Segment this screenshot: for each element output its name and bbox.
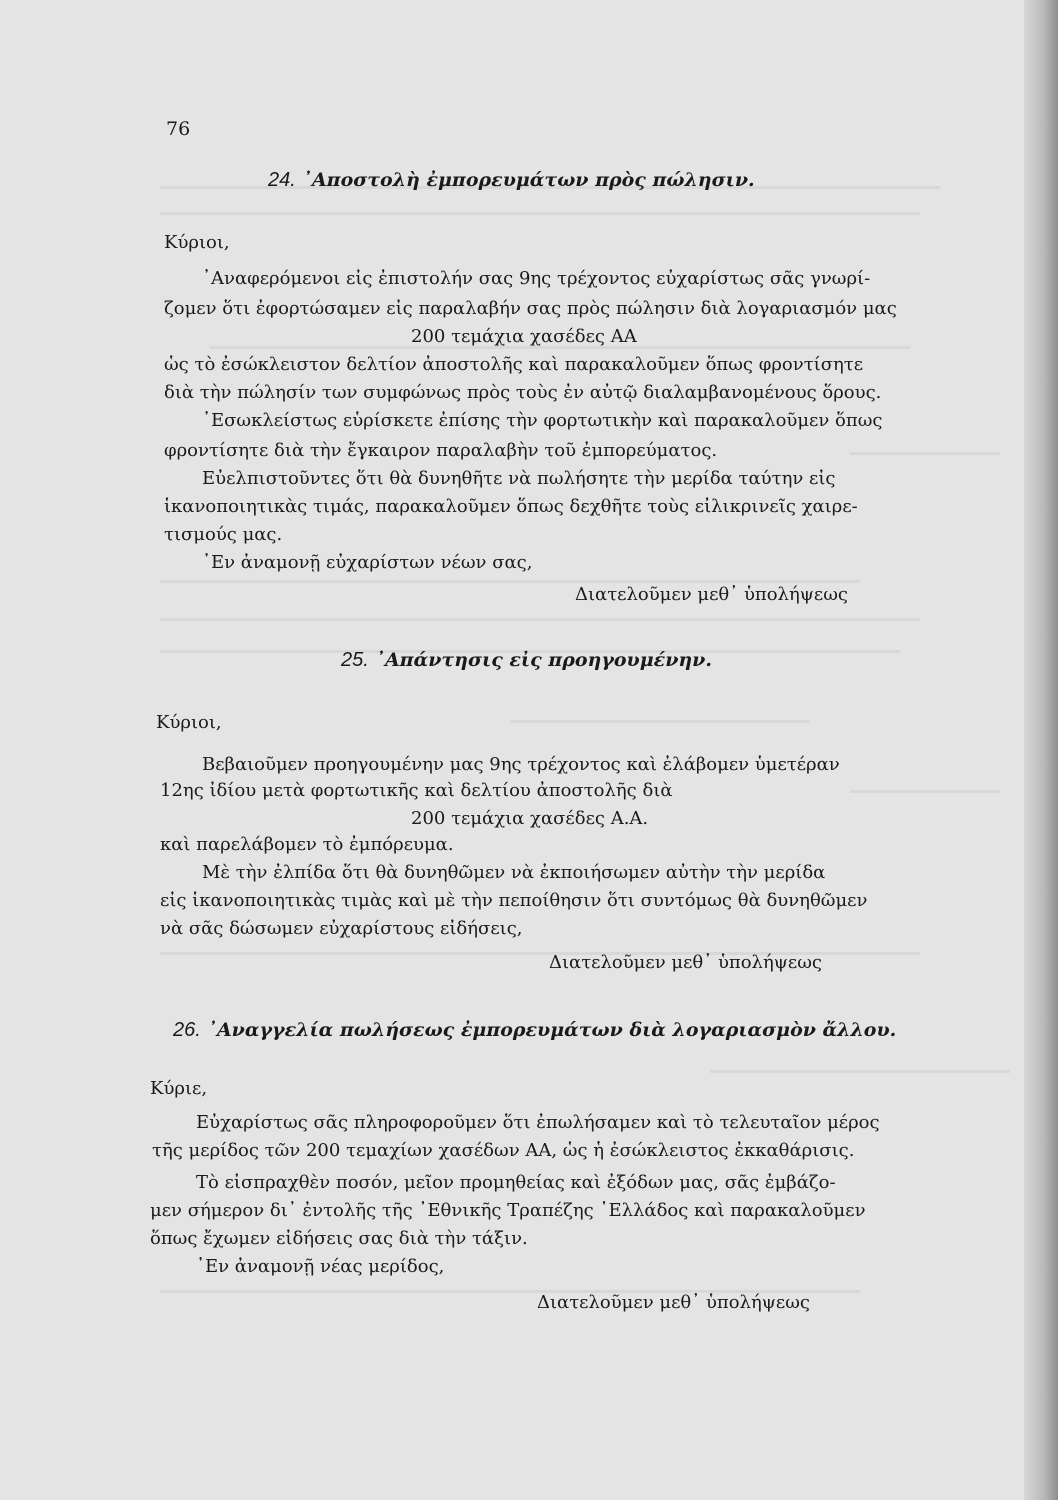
text-line: ᾿Αναφερόμενοι εἰς ἐπιστολήν σας 9ης τρέχοντος εὐχαρίστως σᾶς γνωρί-: [202, 268, 871, 289]
text-line: ζομεν ὅτι ἐφορτώσαμεν εἰς παραλαβήν σας πρὸς πώλησιν διὰ λογαριασμόν μας: [164, 298, 897, 319]
section-title: ᾿Απάντησις εἰς προηγουμένην.: [375, 649, 712, 671]
text-line: 12ης ἰδίου μετὰ φορτωτικῆς καὶ δελτίου ἀποστολῆς διὰ: [160, 780, 673, 801]
section-title: ᾿Αναγγελία πωλήσεως ἐμπορευμάτων διὰ λογαριασμὸν ἄλλου.: [207, 1019, 897, 1041]
text-line: Μὲ τὴν ἐλπίδα ὅτι θὰ δυνηθῶμεν νὰ ἐκποιήσωμεν αὐτὴν τὴν μερίδα: [202, 862, 826, 883]
text-line: 200 τεμάχια χασέδες Α.Α.: [411, 808, 649, 829]
text-line: Τὸ εἰσπραχθὲν ποσόν, μεῖον προμηθείας καὶ ἐξόδων μας, σᾶς ἐμβάζο-: [196, 1172, 836, 1193]
text-line: διὰ τὴν πώλησίν των συμφώνως πρὸς τοὺς ἐν αὐτῷ διαλαμβανομένους ὅρους.: [164, 382, 882, 403]
section-25-heading: [341, 648, 712, 672]
text-line: ᾿Εν ἀναμονῇ νέας μερίδος,: [196, 1256, 445, 1277]
text-line: Εὐελπιστοῦντες ὅτι θὰ δυνηθῆτε νὰ πωλήσητε τὴν μερίδα ταύτην εἰς: [202, 468, 836, 489]
text-line: ὡς τὸ ἐσώκλειστον δελτίον ἀποστολῆς καὶ παρακαλοῦμεν ὅπως φροντίσητε: [164, 354, 864, 375]
text-line: ᾿Εν ἀναμονῇ εὐχαρίστων νέων σας,: [202, 552, 533, 573]
section-number: 24.: [268, 169, 296, 191]
text-line: τισμούς μας.: [164, 524, 283, 545]
section-number: 25.: [341, 649, 369, 671]
closing: Διατελοῦμεν μεθ᾿ ὑπολήψεως: [575, 584, 848, 605]
salutation: Κύριοι,: [164, 232, 230, 253]
text-line: ὅπως ἔχωμεν εἰδήσεις σας διὰ τὴν τάξιν.: [150, 1228, 528, 1249]
text-line: μεν σήμερον δι᾿ ἐντολῆς τῆς ᾿Εθνικῆς Τραπέζης ῾Ελλάδος καὶ παρακαλοῦμεν: [150, 1200, 866, 1221]
salutation: Κύριοι,: [156, 712, 222, 733]
closing: Διατελοῦμεν μεθ᾿ ὑπολήψεως: [549, 952, 822, 973]
section-number: 26.: [173, 1019, 201, 1041]
section-title: ᾿Αποστολὴ ἐμπορευμάτων πρὸς πώλησιν.: [302, 169, 755, 191]
page-number: 76: [166, 118, 191, 140]
text-line: ᾿Εσωκλείστως εὑρίσκετε ἐπίσης τὴν φορτωτικὴν καὶ παρακαλοῦμεν ὅπως: [202, 410, 883, 431]
text-line: νὰ σᾶς δώσωμεν εὐχαρίστους εἰδήσεις,: [160, 918, 523, 939]
text-line: εἰς ἱκανοποιητικὰς τιμὰς καὶ μὲ τὴν πεποίθησιν ὅτι συντόμως θὰ δυνηθῶμεν: [160, 890, 868, 911]
book-spine-shadow: [1024, 0, 1058, 1500]
text-line: Εὐχαρίστως σᾶς πληροφοροῦμεν ὅτι ἐπωλήσαμεν καὶ τὸ τελευταῖον μέρος: [196, 1112, 880, 1133]
section-24-heading: [268, 168, 755, 192]
section-26-heading: [173, 1018, 896, 1042]
closing: Διατελοῦμεν μεθ᾿ ὑπολήψεως: [537, 1292, 810, 1313]
text-line: τῆς μερίδος τῶν 200 τεμαχίων χασέδων ΑΑ, ὡς ἡ ἐσώκλειστος ἐκκαθάρισις.: [152, 1140, 855, 1161]
text-line: ἱκανοποιητικὰς τιμάς, παρακαλοῦμεν ὅπως δεχθῆτε τοὺς εἰλικρινεῖς χαιρε-: [164, 496, 858, 517]
text-line: καὶ παρελάβομεν τὸ ἐμπόρευμα.: [160, 834, 454, 855]
text-line: 200 τεμάχια χασέδες ΑΑ: [411, 326, 637, 347]
text-line: φροντίσητε διὰ τὴν ἔγκαιρον παραλαβὴν τοῦ ἐμπορεύματος.: [164, 440, 718, 461]
text-line: Βεβαιοῦμεν προηγουμένην μας 9ης τρέχοντος καὶ ἐλάβομεν ὑμετέραν: [202, 754, 840, 775]
salutation: Κύριε,: [150, 1078, 208, 1099]
